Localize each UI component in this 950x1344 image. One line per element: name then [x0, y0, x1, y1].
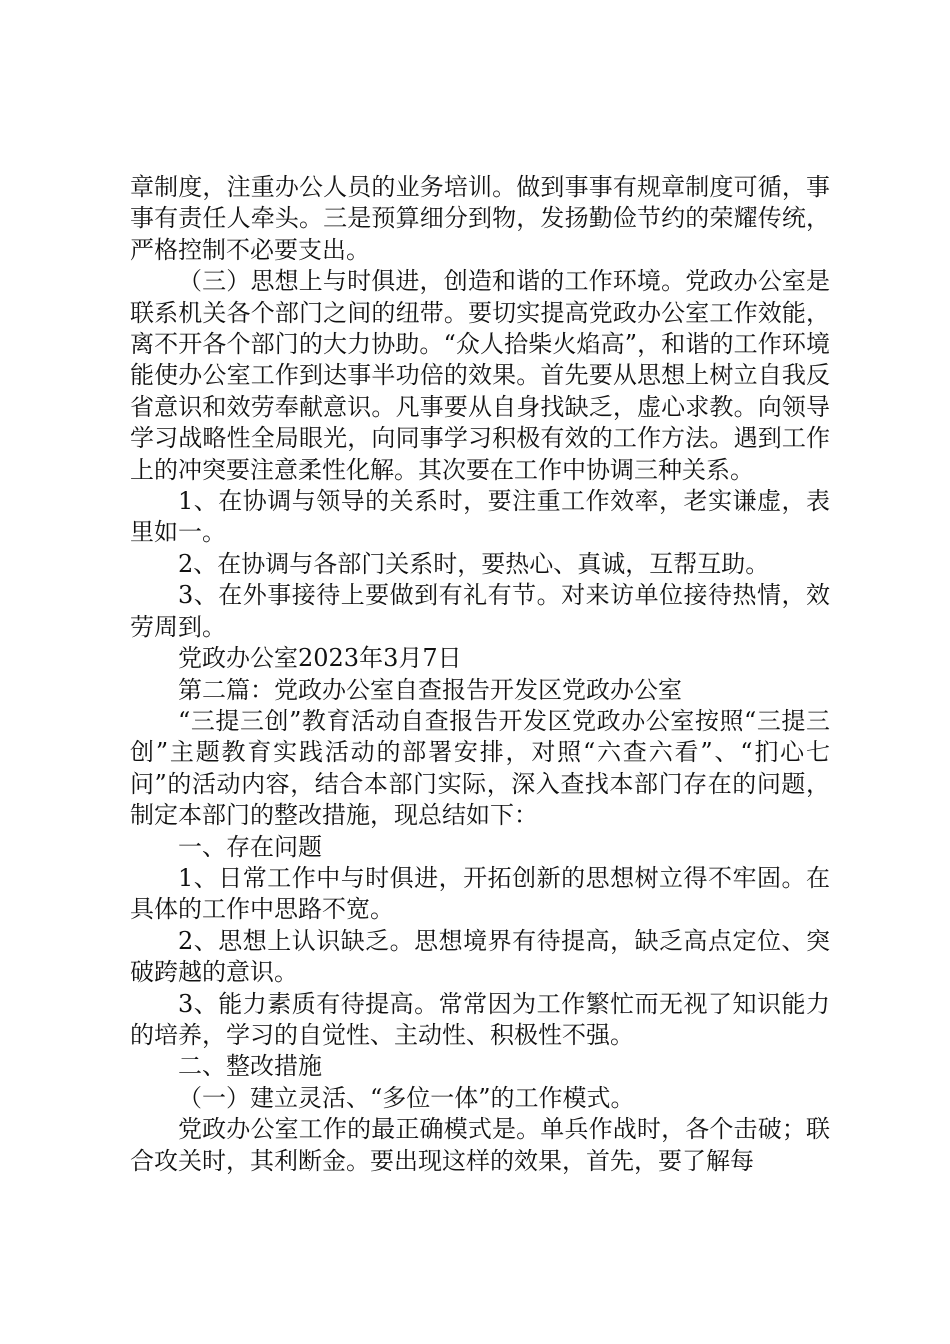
paragraph-12: 3、能力素质有待提高。常常因为工作繁忙而无视了知识能力的培养，学习的自觉性、主动性、积极性不强。 — [130, 989, 830, 1049]
paragraph-1: 章制度，注重办公人员的业务培训。做到事事有规章制度可循，事事有责任人牵头。三是预算细分到物，发扬勤俭节约的荣耀传统，严格控制不必要支出。 — [130, 173, 830, 264]
paragraph-3: 1、在协调与领导的关系时，要注重工作效率，老实谦虚，表里如一。 — [130, 487, 830, 547]
paragraph-13-heading: 二、整改措施 — [178, 1052, 322, 1081]
paragraph-7-section-title: 第二篇：党政办公室自查报告开发区党政办公室 — [178, 675, 682, 704]
paragraph-4: 2、在协调与各部门关系时，要热心、真诚，互帮互助。 — [178, 549, 770, 578]
paragraph-8: “三提三创”教育活动自查报告开发区党政办公室按照“三提三创”主题教育实践活动的部署安排，对照“六查六看”、“扪心七问”的活动内容，结合本部门实际，深入查找本部门存在的问题，制定本部门的整改措施，现总结如下： — [130, 706, 830, 830]
paragraph-9-heading: 一、存在问题 — [178, 832, 322, 861]
paragraph-6-date: 党政办公室2023年3月7日 — [178, 644, 462, 673]
paragraph-14: （一）建立灵活、“多位一体”的工作模式。 — [178, 1083, 635, 1112]
paragraph-2: （三）思想上与时俱进，创造和谐的工作环境。党政办公室是联系机关各个部门之间的纽带。要切实提高党政办公室工作效能，离不开各个部门的大力协助。“众人拾柴火焰高”，和谐的工作环境能使办公室工作到达事半功倍的效果。首先要从思想上树立自我反省意识和效劳奉献意识。凡事要从自身找缺乏，虚心求教。向领导学习战略性全局眼光，向同事学习积极有效的工作方法。遇到工作上的冲突要注意柔性化解。其次要在工作中协调三种关系。 — [130, 267, 830, 484]
paragraph-15: 党政办公室工作的最正确模式是。单兵作战时，各个击破；联合攻关时，其利断金。要出现这样的效果，首先，要了解每 — [130, 1115, 830, 1175]
paragraph-10: 1、日常工作中与时俱进，开拓创新的思想树立得不牢固。在具体的工作中思路不宽。 — [130, 863, 830, 924]
paragraph-11: 2、思想上认识缺乏。思想境界有待提高，缺乏高点定位、突破跨越的意识。 — [130, 926, 830, 987]
paragraph-5: 3、在外事接待上要做到有礼有节。对来访单位接待热情，效劳周到。 — [130, 581, 830, 641]
document-page — [130, 172, 830, 1177]
